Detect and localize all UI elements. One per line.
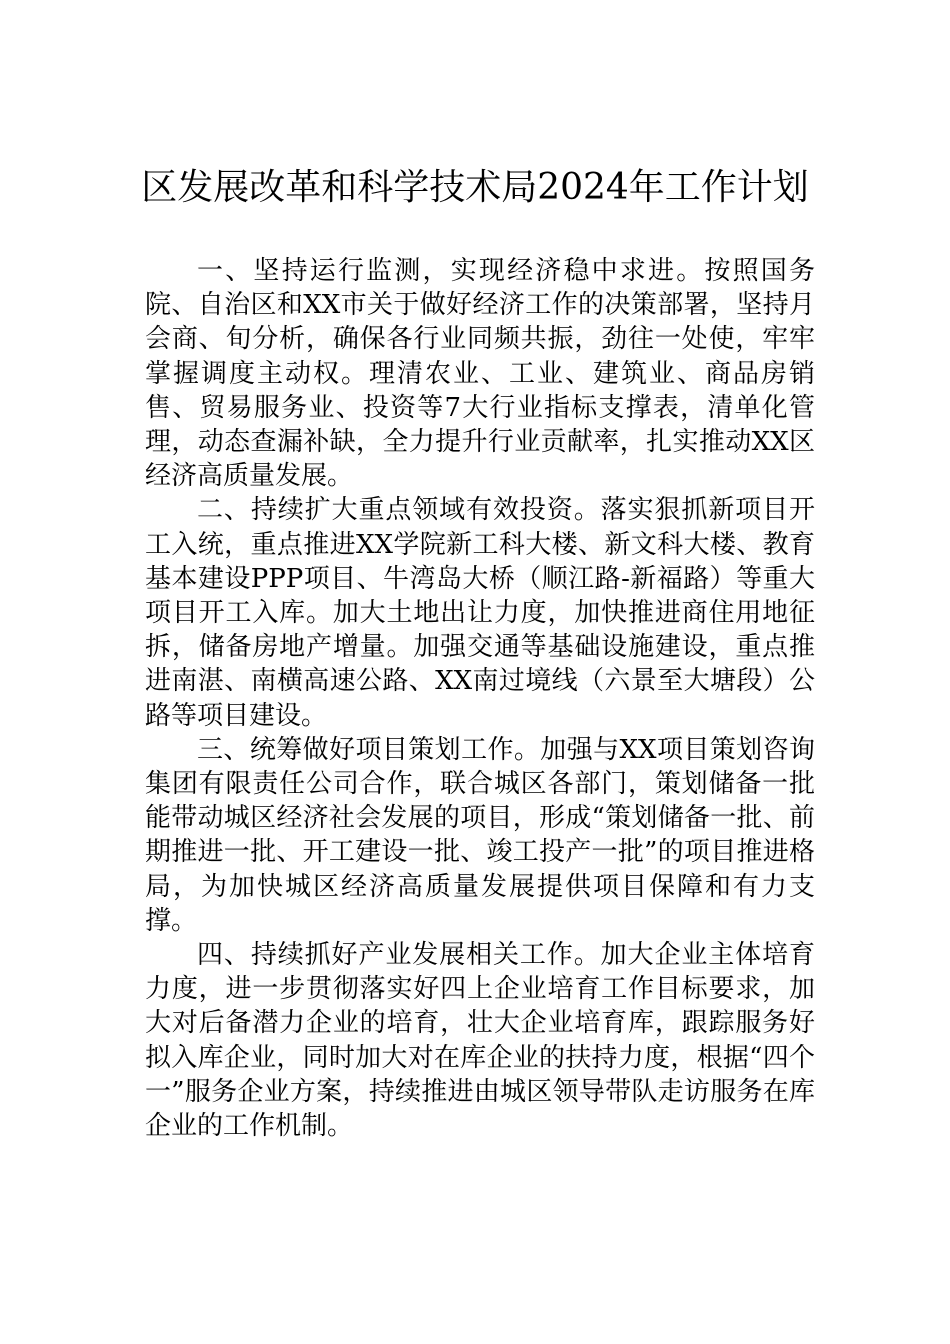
document-body [145, 254, 815, 1143]
paragraph-monitoring: 一、坚持运行监测，实现经济稳中求进。按照国务院、自治区和XX市关于做好经济工作的决策部署，坚持月会商、旬分析，确保各行业同频共振，劲往一处使，牢牢掌握调度主动权。理清农业、工业、建筑业、商品房销售、贸易服务业、投资等7大行业指标支撑表，清单化管理，动态查漏补缺，全力提升行业贡献率，扎实推动XX区经济高质量发展。 [145, 256, 815, 492]
document-title: 区发展改革和科学技术局2024年工作计划 [141, 167, 809, 208]
paragraph-industry-development: 四、持续抓好产业发展相关工作。加大企业主体培育力度，进一步贯彻落实好四上企业培育工作目标要求，加大对后备潜力企业的培育，壮大企业培育库，跟踪服务好拟入库企业，同时加大对在库企业的扶持力度，根据“四个一”服务企业方案，持续推进由城区领导带队走访服务在库企业的工作机制。 [145, 940, 815, 1142]
paragraph-project-planning: 三、统筹做好项目策划工作。加强与XX项目策划咨询集团有限责任公司合作，联合城区各部门，策划储备一批能带动城区经济社会发展的项目，形成“策划储备一批、前期推进一批、开工建设一批、竣工投产一批”的项目推进格局，为加快城区经济高质量发展提供项目保障和有力支撑。 [145, 734, 815, 936]
paragraph-investment: 二、持续扩大重点领域有效投资。落实狠抓新项目开工入统，重点推进XX学院新工科大楼、新文科大楼、教育基本建设PPP项目、牛湾岛大桥（顺江路-新福路）等重大项目开工入库。加大土地出让力度，加快推进商住用地征拆，储备房地产增量。加强交通等基础设施建设，重点推进南湛、南横高速公路、XX南过境线（六景至大塘段）公路等项目建设。 [145, 495, 815, 731]
